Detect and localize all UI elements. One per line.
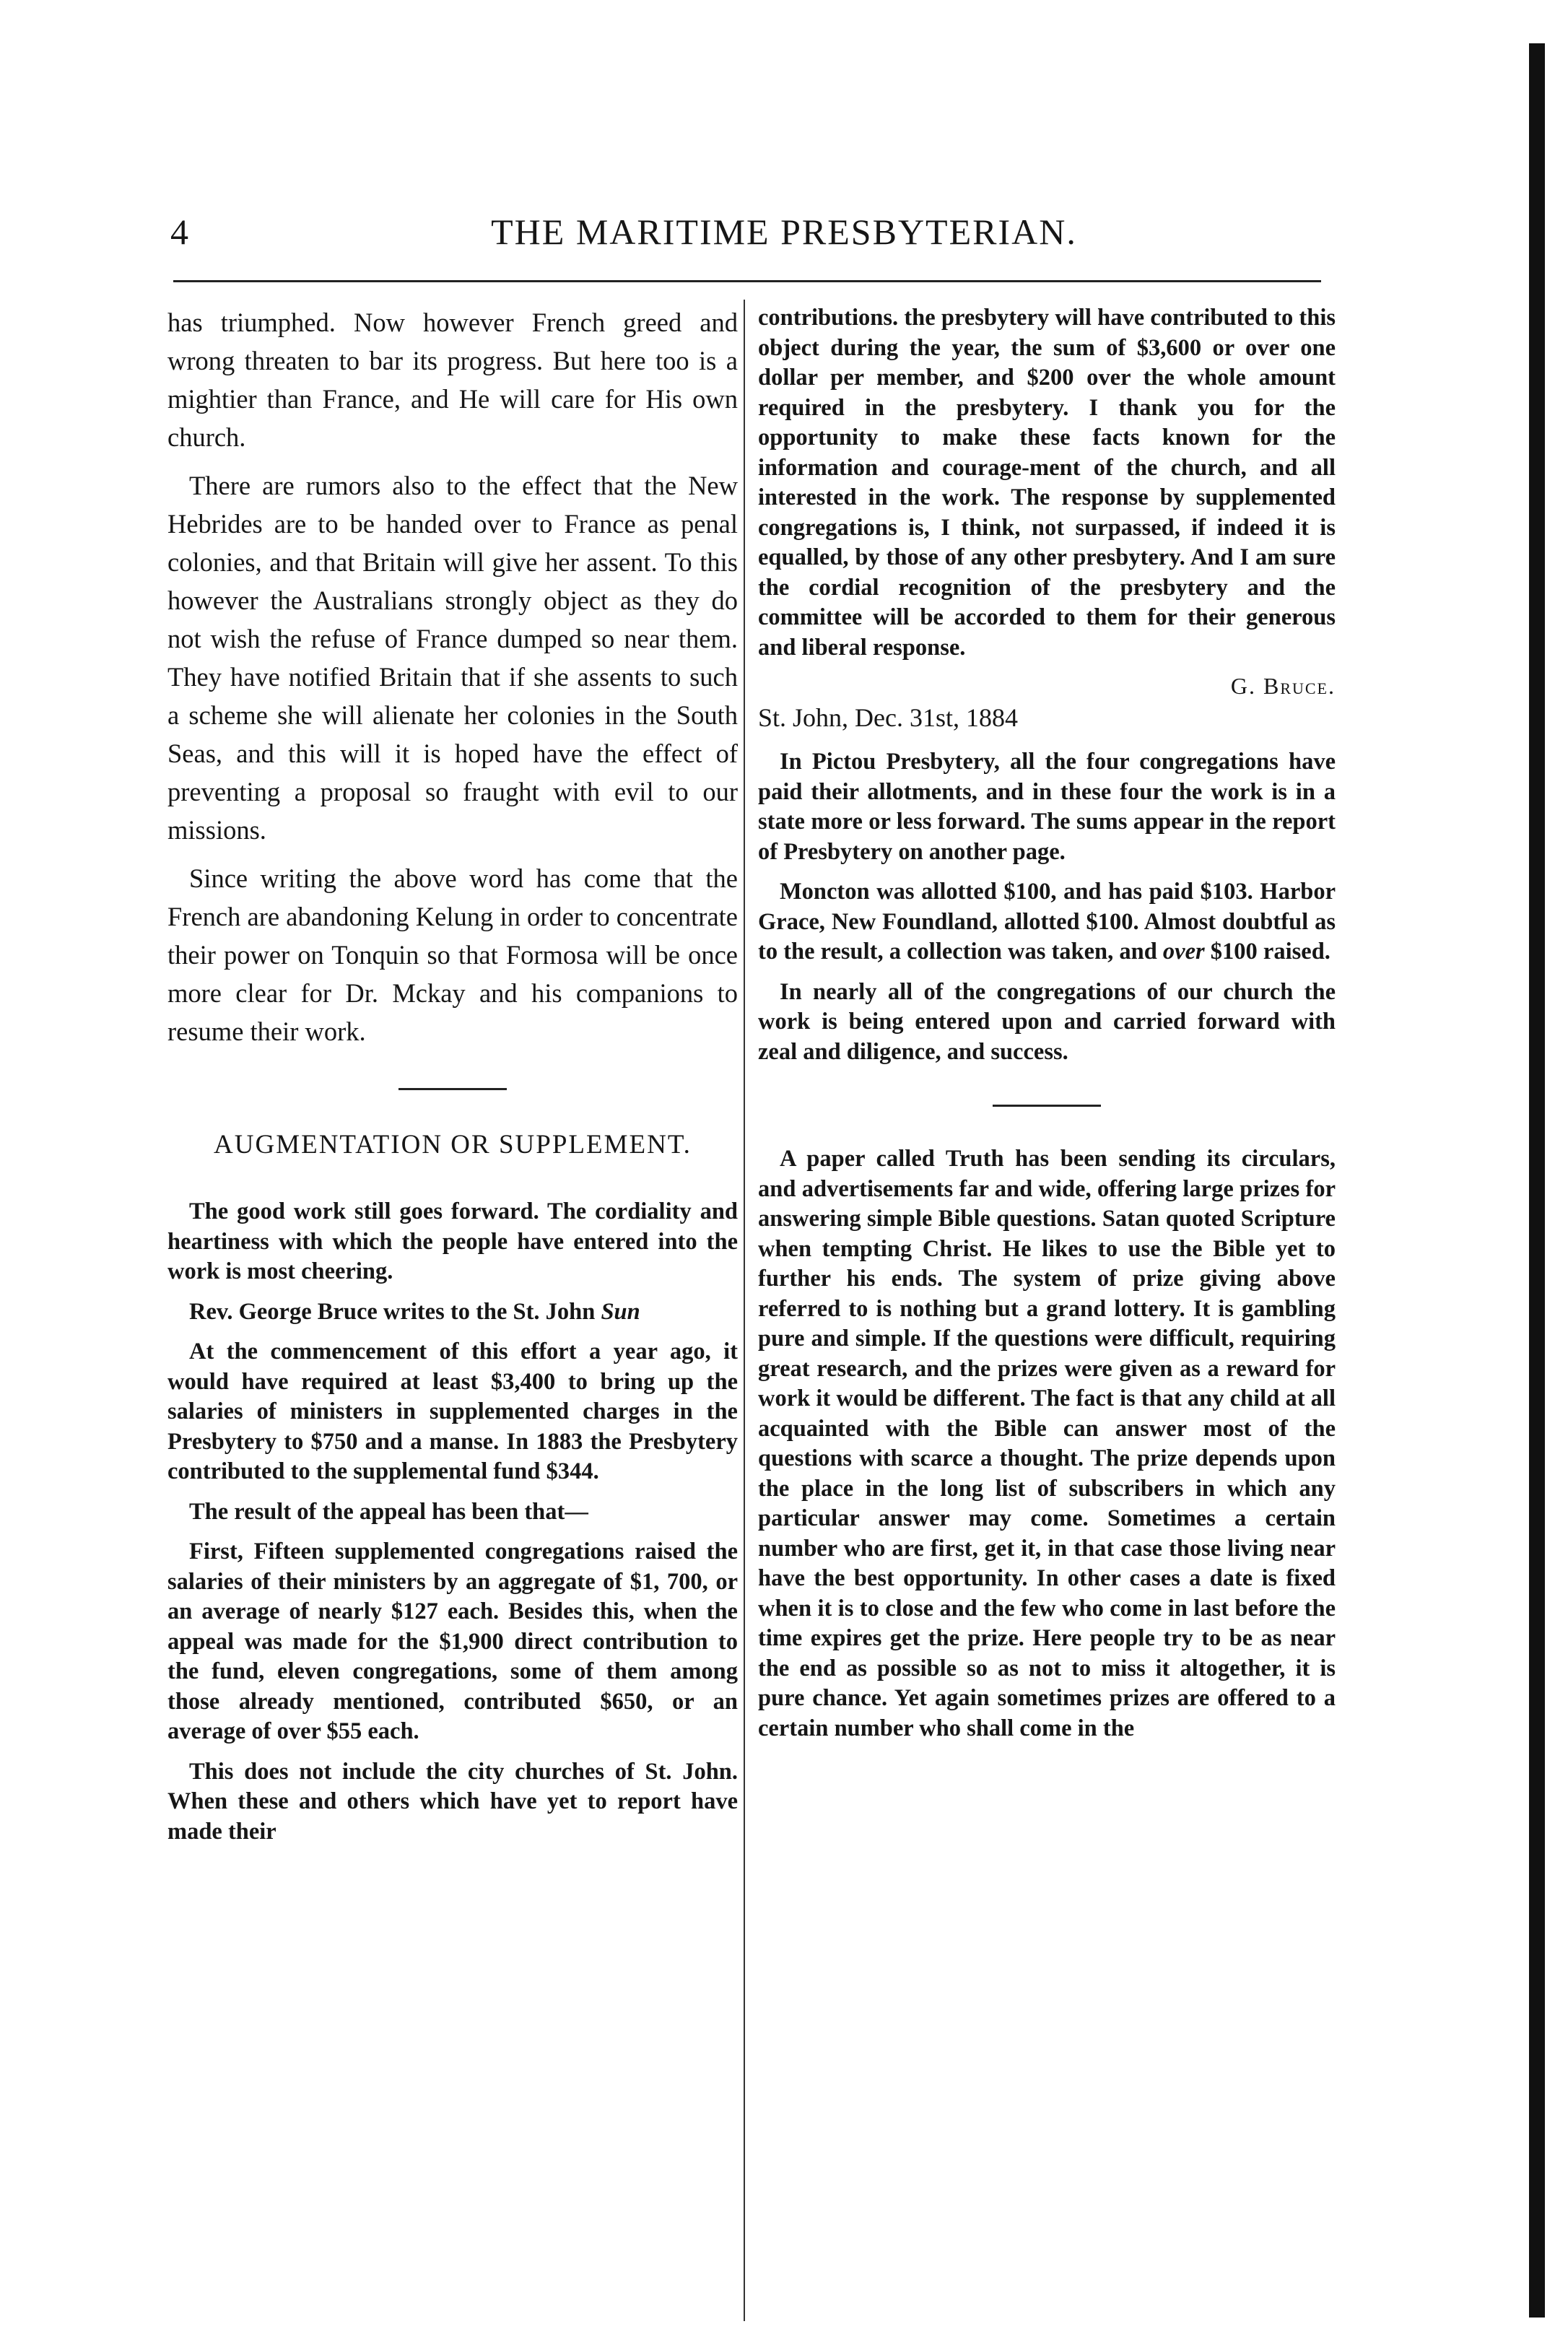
page-edge-bar: [1529, 43, 1545, 2318]
signature: G. Bruce.: [1230, 673, 1336, 699]
paragraph-text: Rev. George Bruce writes to the St. John: [189, 1298, 596, 1325]
section-rule: [993, 1105, 1101, 1107]
paragraph: The good work still goes forward. The cordiality and heartiness with which the people have entered into the work is most cheering.: [167, 1198, 738, 1284]
paragraph: This does not include the city churches of St. John. When these and others which have yet to report have made their: [167, 1758, 738, 1845]
column-divider: [744, 300, 745, 2321]
dateline: St. John, Dec. 31st, 1884: [758, 703, 1018, 732]
page-number: 4: [170, 212, 188, 252]
paragraph-text: Moncton was allotted $100, and has paid $103. Harbor Grace, New Foundland, allotted $100. Almost doubtful as to the result, a collection was taken, and: [758, 879, 1336, 965]
paragraph: In Pictou Presbytery, all the four congregations have paid their allotments, and in these four the work is in a state more or less forward. The sums appear in the report of Presbytery on another page.: [758, 749, 1336, 865]
paragraph: [167, 1297, 738, 1328]
paragraph: At the commencement of this effort a year ago, it would have required at least $3,400 to bring up the salaries of ministers in supplemented charges in the Presbytery to $750 and a manse. In 1883 the Presbytery contributed to the supplemental fund $344.: [167, 1339, 738, 1484]
section-heading: AUGMENTATION OR SUPPLEMENT.: [214, 1130, 692, 1159]
paragraph: has triumphed. Now however French greed and wrong threaten to bar its progress. But here too is a mightier than France, and He will care for His own church.: [167, 308, 738, 452]
paragraph: [758, 877, 1336, 967]
paragraph: In nearly all of the congregations of our church the work is being entered upon and carried forward with zeal and diligence, and success.: [758, 978, 1336, 1065]
paragraph: Since writing the above word has come that the French are abandoning Kelung in order to concentrate their power on Tonquin so that Formosa will be once more clear for Dr. Mckay and his companions to resume their work.: [167, 863, 738, 1046]
paragraph: First, Fifteen supplemented congregations raised the salaries of their ministers by an aggregate of $1, 700, or an average of nearly $127 each. Besides this, when the appeal was made for the $1,900 direct contribution to the fund, eleven congregations, some of them among those already mentioned, contributed $650, or an average of over $55 each.: [167, 1539, 738, 1744]
section-rule: [398, 1088, 507, 1090]
paragraph: The result of the appeal has been that—: [189, 1498, 588, 1525]
paragraph: There are rumors also to the effect that the New Hebrides are to be handed over to France as penal colonies, and that Britain will give her assent. To this however the Australians strongly object as they do not wish the refuse of France dumped so near them. They have notified Britain that if she assents to such a scheme she will alienate her colonies in the South Seas, and this will it is hoped have the effect of preventing a proposal so fraught with evil to our missions.: [167, 471, 738, 845]
masthead-title: THE MARITIME PRESBYTERIAN.: [491, 212, 1077, 252]
newspaper-name: Sun: [601, 1298, 640, 1325]
header-rule: [173, 280, 1321, 282]
paragraph: contributions. the presbytery will have contributed to this object during the year, the sum of $3,600 or over one dollar per member, and $200 over the whole amount required in the presbytery. I thank you for the opportunity to make these facts known for the information and courage-ment of the church, and all interested in the work. The response by supplemented congregations is, I think, not surpassed, if indeed it is equalled, by those of any other presbytery. And I am sure the cordial recognition of the presbytery and the committee will be accorded to them for their generous and liberal response.: [758, 305, 1336, 661]
left-column: [167, 303, 738, 1857]
right-column: [758, 303, 1336, 1754]
emphasis-word: over: [1162, 939, 1205, 965]
paragraph-text: $100 raised.: [1210, 939, 1330, 965]
paragraph: A paper called Truth has been sending its circulars, and advertisements far and wide, offering large prizes for answering simple Bible questions. Satan quoted Scripture when tempting Christ. He likes to use the Bible yet to further his ends. The system of prize giving above referred to is nothing but a grand lottery. It is gambling pure and simple. If the questions were difficult, requiring great research, and the prizes were given as a reward for work it would be different. The fact is that any child at all acquainted with the Bible can answer most of the questions with scarce a thought. The prize depends upon the place in the long list of subscribers in which any particular answer may come. Sometimes a certain number who are first, get it, in that case those living near have the best opportunity. In other cases a date is fixed when it is to close and the few who come in last before the time expires get the prize. Here people try to be as near the end as possible so as not to miss it altogether, it is pure chance. Yet again sometimes prizes are offered to a certain number who shall come in the: [758, 1146, 1336, 1741]
